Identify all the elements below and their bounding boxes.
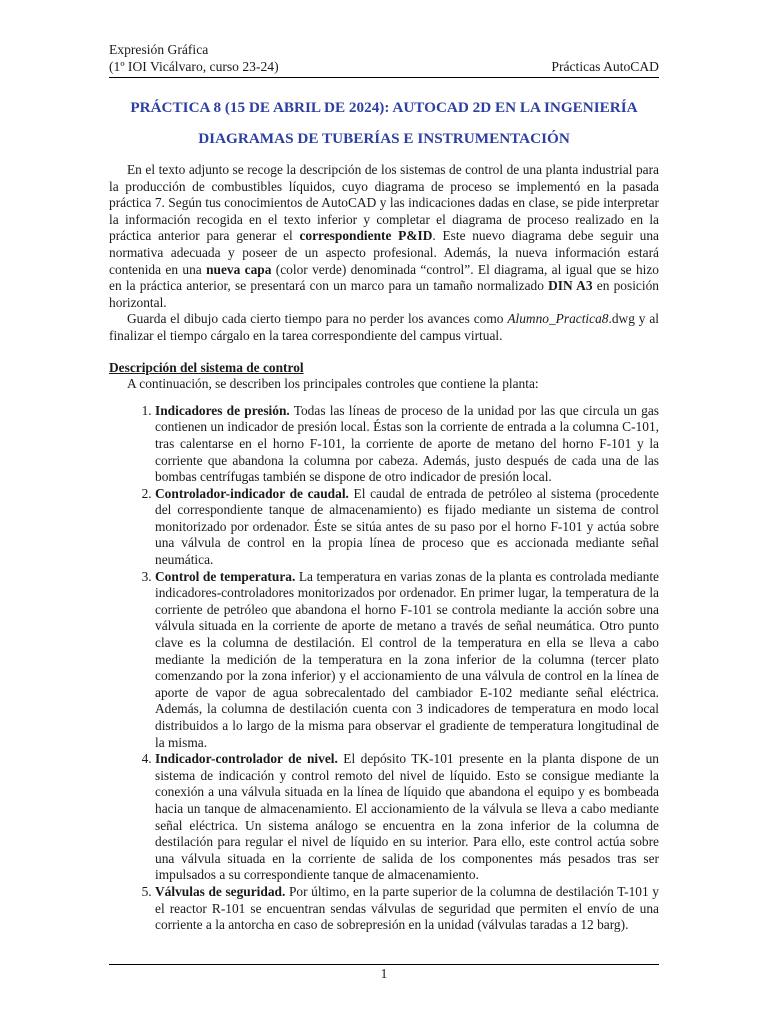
doc-title: PRÁCTICA 8 (15 DE ABRIL DE 2024): AUTOCAD 2D EN LA INGENIERÍA [130, 99, 638, 116]
item-text: La temperatura en varias zonas de la planta es controlada mediante indicadores-controladores monitorizados por ordenador. En primer lugar, la temperatura de la corriente de petróleo que abandona el horno F-101 se controla mediante la acción sobre una válvula situada en la corriente de aporte de metano a través de señal neumática. Otro punto clave es la columna de destilación. El control de la temperatura en ella se lleva a cabo mediante la medición de la temperatura en la zona inferior de la columna (tercer plato comenzando por la zona inferior) y el accionamiento de una válvula de control en la línea de aporte de vapor de agua sobrecalentado del cambiador E-102 mediante señal eléctrica. Además, la columna de destilación cuenta con 3 indicadores de temperatura en modo local distribuidos a lo largo de la misma para observar el gradiente de temperatura longitudinal de la misma. [155, 568, 659, 750]
document-body [109, 162, 659, 934]
intro-text: En el texto adjunto se recoge la descripción de los sistemas de control de una planta industrial para la producción de combustibles líquidos, cuyo diagrama de proceso se implementó en la pasada práctica 7. Según tus conocimientos de AutoCAD y las indicaciones dadas en clase, se pide interpretar la información recogida en el texto inferior y completar el diagrama de proceso realizado en la práctica anterior para generar el [109, 162, 659, 244]
list-item [155, 884, 659, 934]
header-group: (1º IOI Vicálvaro, curso 23-24) [109, 59, 279, 74]
item-text: Por último, en la parte superior de la columna de destilación T-101 y el reactor R-101 se encuentran sendas válvulas de seguridad que permiten el envío de una corriente a la antorcha en caso de sobrepresión en la unidad (válvulas taradas a 12 barg). [155, 883, 659, 933]
section-title: Descripción del sistema de control [109, 359, 304, 375]
header-course: Expresión Gráfica [109, 42, 209, 57]
header-divider [109, 77, 659, 78]
item-heading: Indicador-controlador de nivel. [155, 751, 338, 767]
intro-text: en posición horizontal. [109, 278, 659, 310]
section-intro: A continuación, se describen los principales controles que contiene la planta: [127, 376, 539, 392]
list-item [155, 403, 659, 486]
intro-paragraph-1 [109, 162, 659, 311]
footer-divider [109, 964, 659, 965]
header-line2 [109, 58, 659, 75]
list-item [155, 486, 659, 569]
intro-filename: Alumno_Practica8 [507, 311, 609, 327]
intro-text: .dwg y al finalizar el tiempo cárgalo en la tarea correspondiente del campus virtual. [109, 311, 659, 343]
intro-text: (color verde) denominada “control”. El diagrama, al igual que se hizo en la práctica anterior, se presentará con un marco para un tamaño normalizado [109, 261, 659, 294]
list-item [155, 569, 659, 752]
item-text: El depósito TK-101 presente en la planta dispone de un sistema de indicación y control remoto del nivel de líquido. Esto se consigue mediante la conexión a una válvula situada en la línea de líquido que abandona el equipo y es bombeada hacia un tanque de almacenamiento. El accionamiento de la válvula se lleva a cabo mediante señal eléctrica. Un sistema análogo se encuentra en la zona inferior de la columna de destilación para regular el nivel de líquido en su interior. Para ello, este control actúa sobre una válvula situada en la corriente de salida de los componentes más pesados tras ser impulsados a su correspondiente tanque de almacenamiento. [155, 751, 659, 883]
control-list [109, 403, 659, 934]
item-text: Todas las líneas de proceso de la unidad por las que circula un gas contienen un indicador de presión local. Éstas son la corriente de entrada a la columna C-101, tras calentarse en el horno F-101, la corriente de aporte de metano del horno F-101 y la corriente que abandona la columna por cabeza. Además, justo después de cada una de las bombas centrífugas también se dispone de otro indicador de presión local. [155, 402, 659, 485]
item-heading: Válvulas de seguridad. [155, 883, 286, 899]
intro-text: . Este nuevo diagrama debe seguir una normativa adecuada y poseer de un aspecto profesional. Además, la nueva información estará contenida en una [109, 228, 659, 277]
control-section [109, 360, 659, 934]
intro-text: Guarda el dibujo cada cierto tiempo para no perder los avances como [127, 311, 508, 327]
list-item [155, 751, 659, 884]
item-heading: Indicadores de presión. [155, 402, 290, 418]
item-heading: Control de temperatura. [155, 568, 296, 584]
intro-bold-layer: nueva capa [206, 261, 272, 277]
header-right: Prácticas AutoCAD [551, 59, 659, 74]
intro-paragraph-2 [109, 311, 659, 344]
intro-bold-pid: correspondiente P&ID [299, 228, 433, 244]
item-text: El caudal de entrada de petróleo al sistema (procedente del correspondiente tanque de almacenamiento) es fijado mediante un sistema de control monitorizado por ordenador. Éste se sitúa antes de su paso por el horno F-101 y actúa sobre una válvula de control en la propia línea de proceso que es accionada mediante señal neumática. [155, 485, 659, 568]
page-header [109, 41, 659, 75]
doc-subtitle: DIAGRAMAS DE TUBERÍAS E INSTRUMENTACIÓN [198, 130, 570, 147]
intro-bold-din: DIN A3 [548, 278, 593, 294]
item-heading: Controlador-indicador de caudal. [155, 485, 349, 501]
page-number: 1 [380, 966, 388, 981]
